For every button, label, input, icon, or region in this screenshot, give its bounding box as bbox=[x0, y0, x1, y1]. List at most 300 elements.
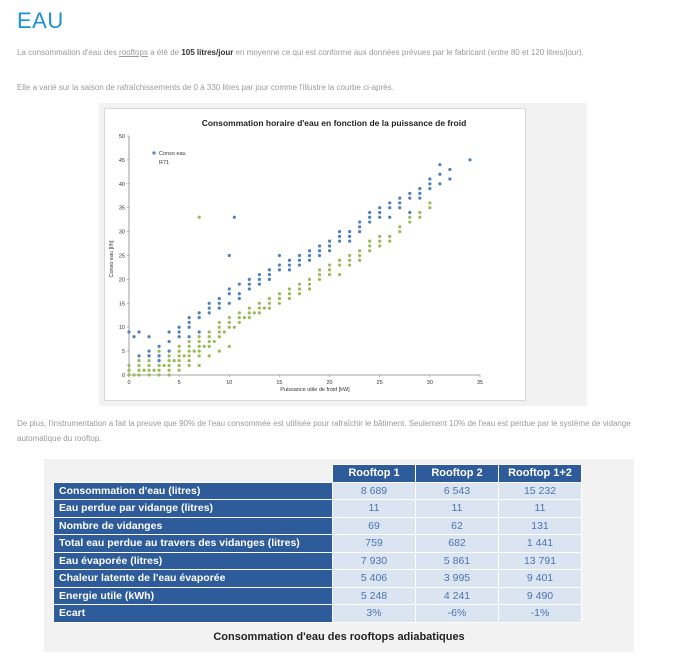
data-point-r71 bbox=[268, 306, 271, 309]
data-point-conso bbox=[278, 254, 281, 257]
row-value: 13 791 bbox=[499, 552, 582, 570]
data-point-r71 bbox=[147, 373, 150, 376]
data-point-conso bbox=[468, 158, 471, 161]
row-value: 11 bbox=[416, 500, 499, 518]
data-point-r71 bbox=[318, 268, 321, 271]
data-point-conso bbox=[238, 283, 241, 286]
table-row bbox=[54, 482, 582, 500]
data-point-r71 bbox=[213, 340, 216, 343]
data-point-conso bbox=[348, 230, 351, 233]
data-point-conso bbox=[278, 263, 281, 266]
data-point-r71 bbox=[398, 225, 401, 228]
data-point-conso bbox=[378, 211, 381, 214]
row-value: 11 bbox=[499, 500, 582, 518]
data-point-conso bbox=[233, 216, 236, 219]
data-point-conso bbox=[438, 163, 441, 166]
data-point-conso bbox=[147, 335, 150, 338]
x-tick-label: 20 bbox=[326, 380, 333, 386]
para1-bold: 105 litres/jour bbox=[181, 48, 234, 57]
data-point-r71 bbox=[298, 287, 301, 290]
data-point-r71 bbox=[278, 302, 281, 305]
data-point-r71 bbox=[358, 249, 361, 252]
data-point-r71 bbox=[378, 244, 381, 247]
data-point-conso bbox=[258, 273, 261, 276]
x-tick-label: 0 bbox=[127, 380, 131, 386]
row-label: Nombre de vidanges bbox=[54, 517, 333, 535]
data-point-r71 bbox=[388, 240, 391, 243]
data-point-conso bbox=[218, 302, 221, 305]
data-point-r71 bbox=[428, 206, 431, 209]
data-point-r71 bbox=[263, 306, 266, 309]
x-tick-label: 30 bbox=[426, 380, 433, 386]
data-point-r71 bbox=[178, 364, 181, 367]
data-point-r71 bbox=[142, 369, 145, 372]
row-value: 62 bbox=[416, 517, 499, 535]
data-point-r71 bbox=[198, 354, 201, 357]
data-point-r71 bbox=[378, 240, 381, 243]
data-point-r71 bbox=[348, 259, 351, 262]
data-point-r71 bbox=[368, 249, 371, 252]
data-point-conso bbox=[238, 292, 241, 295]
data-point-r71 bbox=[152, 369, 155, 372]
data-point-r71 bbox=[157, 369, 160, 372]
data-point-conso bbox=[388, 206, 391, 209]
data-point-r71 bbox=[308, 283, 311, 286]
data-point-conso bbox=[408, 197, 411, 200]
chart-legend bbox=[152, 151, 185, 166]
chart-panel bbox=[104, 108, 526, 401]
data-point-conso bbox=[198, 311, 201, 314]
data-point-conso bbox=[348, 240, 351, 243]
data-point-r71 bbox=[388, 235, 391, 238]
data-point-conso bbox=[157, 345, 160, 348]
data-point-conso bbox=[218, 297, 221, 300]
data-point-r71 bbox=[268, 297, 271, 300]
row-value: 69 bbox=[333, 517, 416, 535]
header-rooftop-2: Rooftop 2 bbox=[416, 465, 499, 483]
data-point-r71 bbox=[288, 292, 291, 295]
data-point-r71 bbox=[308, 278, 311, 281]
data-point-conso bbox=[418, 197, 421, 200]
data-point-conso bbox=[308, 259, 311, 262]
data-point-conso bbox=[178, 326, 181, 329]
data-point-r71 bbox=[268, 302, 271, 305]
data-point-r71 bbox=[233, 326, 236, 329]
y-tick-label: 35 bbox=[118, 205, 125, 212]
data-point-r71 bbox=[157, 364, 160, 367]
table-row bbox=[54, 517, 582, 535]
data-point-r71 bbox=[348, 263, 351, 266]
data-point-conso bbox=[228, 287, 231, 290]
data-point-conso bbox=[228, 292, 231, 295]
data-point-r71 bbox=[193, 350, 196, 353]
data-point-r71 bbox=[328, 263, 331, 266]
data-point-conso bbox=[318, 249, 321, 252]
data-point-r71 bbox=[203, 345, 206, 348]
data-point-r71 bbox=[127, 373, 130, 376]
data-point-conso bbox=[198, 330, 201, 333]
row-value: 131 bbox=[499, 517, 582, 535]
data-point-conso bbox=[408, 211, 411, 214]
data-point-conso bbox=[338, 235, 341, 238]
row-value: 6 543 bbox=[416, 482, 499, 500]
data-point-conso bbox=[168, 340, 171, 343]
y-tick-label: 0 bbox=[121, 373, 125, 379]
data-point-conso bbox=[328, 249, 331, 252]
row-value: 8 689 bbox=[333, 482, 416, 500]
data-point-r71 bbox=[198, 335, 201, 338]
data-point-r71 bbox=[137, 359, 140, 362]
variation-paragraph: Elle a varié sur la saison de rafraîchissements de 0 à 330 litres par jour comme l'illustre la courbe ci-après. bbox=[17, 83, 394, 92]
y-tick-label: 40 bbox=[118, 181, 125, 188]
data-point-r71 bbox=[308, 287, 311, 290]
data-point-r71 bbox=[208, 354, 211, 357]
data-point-conso bbox=[127, 330, 130, 333]
data-point-r71 bbox=[198, 340, 201, 343]
data-point-r71 bbox=[157, 373, 160, 376]
data-point-r71 bbox=[398, 230, 401, 233]
page-title: EAU bbox=[17, 8, 64, 33]
data-point-r71 bbox=[408, 220, 411, 223]
row-value: -6% bbox=[416, 605, 499, 623]
data-point-r71 bbox=[318, 278, 321, 281]
data-point-conso bbox=[328, 240, 331, 243]
row-value: 5 248 bbox=[333, 587, 416, 605]
data-point-r71 bbox=[338, 273, 341, 276]
rooftops-link[interactable]: rooftops bbox=[119, 48, 148, 57]
data-point-r71 bbox=[218, 350, 221, 353]
data-point-r71 bbox=[248, 316, 251, 319]
y-tick-label: 50 bbox=[118, 134, 125, 140]
data-point-conso bbox=[188, 326, 191, 329]
data-point-conso bbox=[188, 321, 191, 324]
data-point-r71 bbox=[228, 345, 231, 348]
data-point-r71 bbox=[278, 297, 281, 300]
data-point-conso bbox=[418, 192, 421, 195]
x-tick-label: 10 bbox=[226, 380, 233, 386]
data-point-r71 bbox=[258, 311, 261, 314]
data-point-conso bbox=[448, 168, 451, 171]
data-point-conso bbox=[398, 197, 401, 200]
data-point-r71 bbox=[188, 340, 191, 343]
data-point-r71 bbox=[188, 359, 191, 362]
data-point-r71 bbox=[378, 235, 381, 238]
data-point-r71 bbox=[223, 330, 226, 333]
data-point-conso bbox=[168, 350, 171, 353]
row-value: 3 995 bbox=[416, 570, 499, 588]
data-point-conso bbox=[298, 263, 301, 266]
row-value: 1 441 bbox=[499, 535, 582, 553]
data-point-r71 bbox=[278, 292, 281, 295]
data-point-r71 bbox=[328, 268, 331, 271]
data-point-r71 bbox=[368, 244, 371, 247]
data-point-conso bbox=[288, 259, 291, 262]
data-point-r71 bbox=[338, 263, 341, 266]
data-point-conso bbox=[268, 268, 271, 271]
data-point-conso bbox=[147, 354, 150, 357]
data-point-conso bbox=[188, 316, 191, 319]
data-point-r71 bbox=[178, 354, 181, 357]
consumption-table bbox=[53, 464, 582, 623]
table-frame bbox=[44, 459, 634, 652]
data-point-conso bbox=[258, 278, 261, 281]
data-point-r71 bbox=[173, 359, 176, 362]
data-point-conso bbox=[388, 201, 391, 204]
row-label: Energie utile (kWh) bbox=[54, 587, 333, 605]
data-point-r71 bbox=[178, 369, 181, 372]
data-point-conso bbox=[248, 283, 251, 286]
data-point-conso bbox=[157, 359, 160, 362]
data-point-conso bbox=[147, 350, 150, 353]
x-axis-label: Puissance utile de froid [kW] bbox=[280, 387, 350, 393]
data-point-r71 bbox=[127, 364, 130, 367]
row-value: 15 232 bbox=[499, 482, 582, 500]
chart-title: Consommation horaire d'eau en fonction de la puissance de froid bbox=[201, 118, 467, 128]
data-point-conso bbox=[348, 235, 351, 238]
data-point-conso bbox=[358, 220, 361, 223]
data-point-r71 bbox=[338, 259, 341, 262]
data-point-conso bbox=[338, 240, 341, 243]
data-point-conso bbox=[388, 216, 391, 219]
y-tick-label: 45 bbox=[118, 157, 125, 164]
data-point-conso bbox=[308, 254, 311, 257]
data-point-conso bbox=[368, 220, 371, 223]
data-point-conso bbox=[438, 173, 441, 176]
data-point-conso bbox=[318, 244, 321, 247]
y-tick-label: 10 bbox=[118, 325, 125, 332]
data-point-r71 bbox=[137, 369, 140, 372]
data-point-conso bbox=[358, 225, 361, 228]
table-row bbox=[54, 500, 582, 518]
data-point-r71 bbox=[198, 364, 201, 367]
data-point-conso bbox=[228, 254, 231, 257]
x-tick-label: 35 bbox=[476, 380, 484, 386]
data-point-conso bbox=[398, 201, 401, 204]
data-point-r71 bbox=[208, 345, 211, 348]
data-point-conso bbox=[338, 230, 341, 233]
data-point-r71 bbox=[253, 311, 256, 314]
data-point-r71 bbox=[358, 259, 361, 262]
row-value: 759 bbox=[333, 535, 416, 553]
data-point-r71 bbox=[198, 345, 201, 348]
data-point-r71 bbox=[243, 316, 246, 319]
data-point-conso bbox=[268, 278, 271, 281]
data-point-r71 bbox=[218, 326, 221, 329]
data-point-conso bbox=[328, 244, 331, 247]
row-value: 9 490 bbox=[499, 587, 582, 605]
data-point-r71 bbox=[358, 254, 361, 257]
data-point-conso bbox=[298, 254, 301, 257]
data-point-r71 bbox=[428, 201, 431, 204]
data-point-r71 bbox=[228, 321, 231, 324]
data-point-r71 bbox=[368, 240, 371, 243]
para1-mid: a été de bbox=[147, 48, 182, 57]
intro-paragraph bbox=[17, 45, 667, 60]
data-point-conso bbox=[428, 187, 431, 190]
data-point-conso bbox=[157, 354, 160, 357]
data-point-r71 bbox=[147, 364, 150, 367]
data-point-conso bbox=[228, 302, 231, 305]
legend-marker-conso bbox=[152, 151, 155, 154]
data-point-conso bbox=[178, 335, 181, 338]
data-point-conso bbox=[408, 192, 411, 195]
data-point-r71 bbox=[208, 340, 211, 343]
data-point-r71 bbox=[132, 373, 135, 376]
row-label: Eau évaporée (litres) bbox=[54, 552, 333, 570]
scatter-chart bbox=[105, 109, 525, 400]
row-label: Ecart bbox=[54, 605, 333, 623]
data-point-r71 bbox=[418, 211, 421, 214]
data-point-r71 bbox=[168, 359, 171, 362]
data-point-conso bbox=[137, 354, 140, 357]
table-row bbox=[54, 587, 582, 605]
data-point-conso bbox=[428, 177, 431, 180]
data-point-r71 bbox=[137, 364, 140, 367]
row-value: 5 406 bbox=[333, 570, 416, 588]
data-point-conso bbox=[198, 316, 201, 319]
data-point-conso bbox=[208, 306, 211, 309]
row-value: 3% bbox=[333, 605, 416, 623]
data-point-r71 bbox=[228, 316, 231, 319]
data-point-r71 bbox=[418, 216, 421, 219]
data-point-r71 bbox=[168, 354, 171, 357]
data-point-conso bbox=[288, 263, 291, 266]
data-point-r71 bbox=[183, 354, 186, 357]
data-point-conso bbox=[168, 330, 171, 333]
data-point-conso bbox=[298, 259, 301, 262]
data-point-conso bbox=[378, 216, 381, 219]
data-point-conso bbox=[248, 287, 251, 290]
x-tick-label: 25 bbox=[376, 380, 383, 386]
data-point-r71 bbox=[248, 306, 251, 309]
row-label: Consommation d'eau (litres) bbox=[54, 482, 333, 500]
table-row bbox=[54, 552, 582, 570]
data-point-r71 bbox=[163, 364, 166, 367]
data-point-r71 bbox=[178, 359, 181, 362]
data-point-r71 bbox=[288, 297, 291, 300]
row-value: 7 930 bbox=[333, 552, 416, 570]
data-point-r71 bbox=[408, 216, 411, 219]
data-point-conso bbox=[308, 249, 311, 252]
data-point-r71 bbox=[188, 354, 191, 357]
data-point-r71 bbox=[228, 326, 231, 329]
data-point-r71 bbox=[168, 373, 171, 376]
data-point-conso bbox=[448, 177, 451, 180]
data-point-r71 bbox=[238, 321, 241, 324]
row-label: Chaleur latente de l'eau évaporée bbox=[54, 570, 333, 588]
data-point-r71 bbox=[157, 350, 160, 353]
data-point-conso bbox=[218, 306, 221, 309]
data-point-r71 bbox=[258, 302, 261, 305]
y-axis-label: Conso eau [l/h] bbox=[109, 240, 115, 278]
data-point-r71 bbox=[208, 335, 211, 338]
data-point-conso bbox=[368, 216, 371, 219]
legend-label-r71: R71 bbox=[159, 160, 170, 166]
y-tick-label: 5 bbox=[121, 349, 125, 356]
table-row bbox=[54, 605, 582, 623]
table-header-row bbox=[54, 465, 582, 483]
data-point-r71 bbox=[328, 273, 331, 276]
data-point-conso bbox=[208, 302, 211, 305]
y-tick-label: 20 bbox=[118, 277, 125, 284]
data-point-r71 bbox=[127, 369, 130, 372]
data-point-r71 bbox=[188, 364, 191, 367]
row-value: 682 bbox=[416, 535, 499, 553]
para1-pre: La consommation d'eau des bbox=[17, 48, 120, 57]
data-point-r71 bbox=[248, 311, 251, 314]
data-point-r71 bbox=[318, 273, 321, 276]
data-point-r71 bbox=[188, 350, 191, 353]
row-value: 5 861 bbox=[416, 552, 499, 570]
data-point-r71 bbox=[178, 350, 181, 353]
data-point-r71 bbox=[168, 369, 171, 372]
chart-frame bbox=[99, 103, 587, 406]
data-point-conso bbox=[208, 311, 211, 314]
row-value: -1% bbox=[499, 605, 582, 623]
data-point-conso bbox=[268, 273, 271, 276]
data-point-conso bbox=[178, 330, 181, 333]
data-point-conso bbox=[368, 211, 371, 214]
table-caption: Consommation d'eau des rooftops adiabatiques bbox=[213, 631, 465, 643]
data-point-r71 bbox=[298, 283, 301, 286]
x-tick-label: 5 bbox=[177, 380, 181, 386]
y-tick-label: 25 bbox=[118, 253, 125, 260]
data-point-conso bbox=[358, 230, 361, 233]
data-point-r71 bbox=[238, 311, 241, 314]
data-point-r71 bbox=[137, 373, 140, 376]
data-point-r71 bbox=[258, 306, 261, 309]
header-rooftop-1-2: Rooftop 1+2 bbox=[499, 465, 582, 483]
x-tick-label: 15 bbox=[276, 380, 283, 386]
data-point-conso bbox=[418, 187, 421, 190]
data-point-conso bbox=[248, 278, 251, 281]
data-point-r71 bbox=[198, 350, 201, 353]
data-point-conso bbox=[278, 268, 281, 271]
data-point-r71 bbox=[218, 321, 221, 324]
data-point-conso bbox=[258, 283, 261, 286]
table-row bbox=[54, 570, 582, 588]
data-point-r71 bbox=[218, 330, 221, 333]
instrumentation-paragraph: De plus, l'instrumentation a fait la preuve que 90% de l'eau consommée est utilisée pour rafraîchir le bâtiment. Seulement 10% de l'eau est perdue par le système de vidange automatique du rooftop. bbox=[17, 419, 631, 443]
row-value: 9 401 bbox=[499, 570, 582, 588]
y-tick-label: 30 bbox=[118, 229, 125, 236]
data-point-r71 bbox=[147, 359, 150, 362]
data-point-conso bbox=[238, 297, 241, 300]
row-value: 11 bbox=[333, 500, 416, 518]
data-point-r71 bbox=[147, 369, 150, 372]
data-point-r71 bbox=[168, 364, 171, 367]
y-tick-label: 15 bbox=[118, 301, 125, 308]
data-point-conso bbox=[132, 335, 135, 338]
data-point-conso bbox=[428, 182, 431, 185]
data-point-r71 bbox=[218, 335, 221, 338]
data-point-r71 bbox=[198, 216, 201, 219]
data-point-conso bbox=[398, 206, 401, 209]
data-point-conso bbox=[288, 268, 291, 271]
legend-label-conso: Conso eau bbox=[159, 151, 186, 157]
row-value: 4 241 bbox=[416, 587, 499, 605]
header-empty-cell bbox=[54, 465, 333, 483]
data-point-r71 bbox=[348, 254, 351, 257]
data-point-r71 bbox=[208, 330, 211, 333]
data-point-conso bbox=[318, 254, 321, 257]
para1-post: en moyenne ce qui est conforme aux données prévues par le fabricant (entre 80 et 120 litres/jour). bbox=[233, 48, 584, 57]
data-point-conso bbox=[378, 206, 381, 209]
data-point-r71 bbox=[238, 316, 241, 319]
data-point-r71 bbox=[188, 345, 191, 348]
header-rooftop-1: Rooftop 1 bbox=[333, 465, 416, 483]
data-point-r71 bbox=[298, 292, 301, 295]
